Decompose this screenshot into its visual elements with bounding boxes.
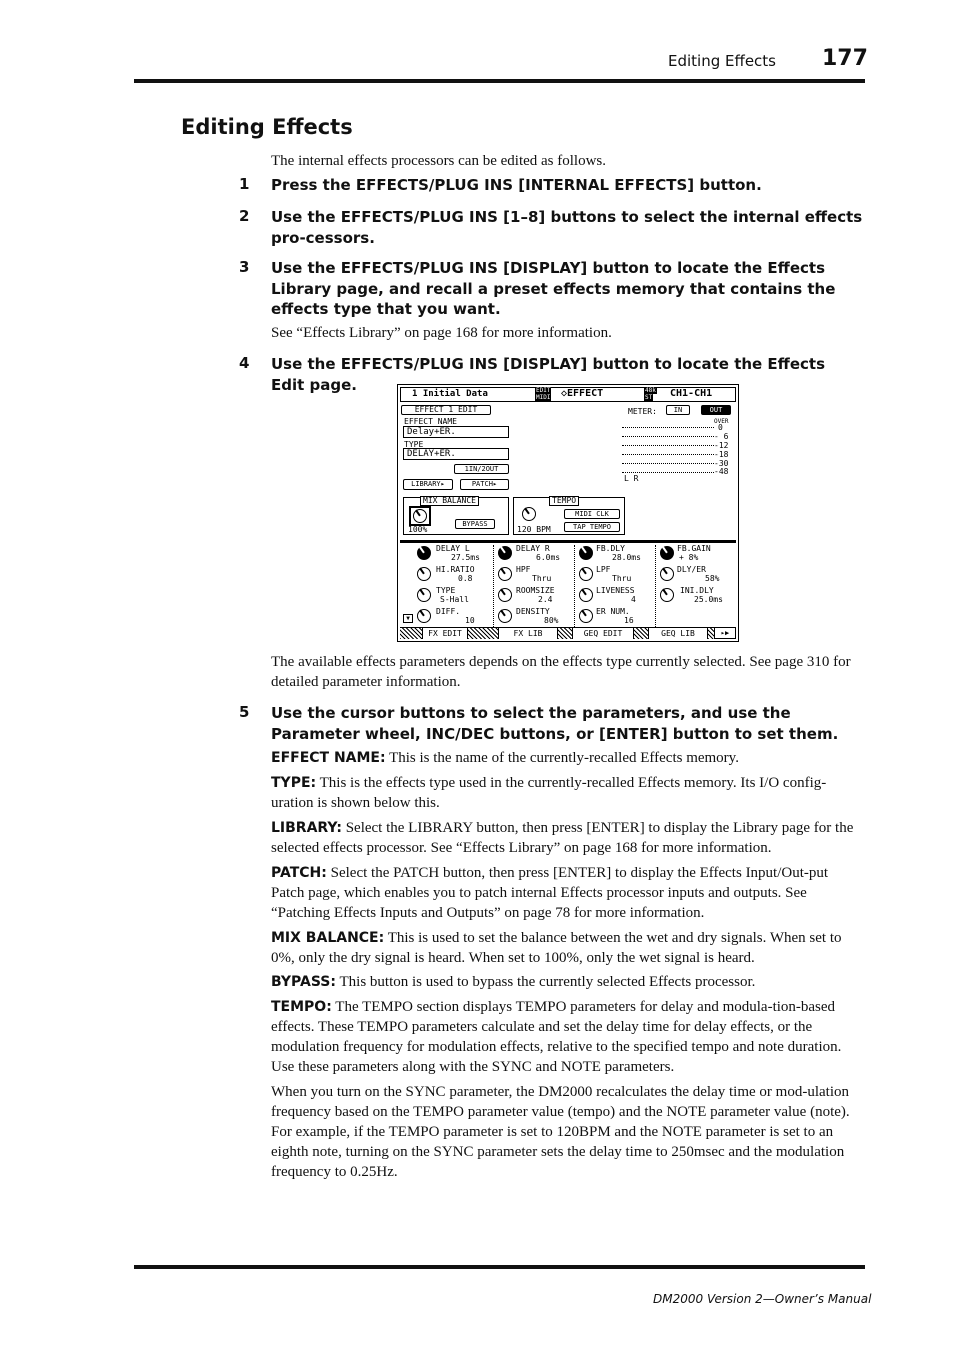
scroll-down-icon[interactable]: ▼	[403, 614, 413, 623]
lcd-tab-spacer	[634, 627, 648, 639]
sync-paragraph: When you turn on the SYNC parameter, the DM2000 recalculates the delay time or mod-ulation frequency based on the TEMPO parameter value (tempo) and the NOTE parameter value (note). For example, if the TEMPO parameter is set to 120BPM and the NOTE parameter is set to an eighth note, turning on the SYNC parameter sets the delay time to 250msec and the modulation frequency to 0.25Hz.	[271, 1084, 850, 1180]
lcd-column-divider	[655, 545, 656, 627]
definition-text: This is used to set the balance between the wet and dry signals. When set to 0%, only the dry signal is heard. When set to 100%, only the wet signal is heard.	[271, 930, 842, 966]
lcd-param-name: FB.DLY	[596, 544, 625, 553]
step-5-text: Use the cursor buttons to select the parameters, and use the Parameter wheel, INC/DEC buttons, or [ENTER] button to set them.	[271, 704, 839, 743]
knob-icon[interactable]	[660, 588, 674, 602]
lcd-param-value: Thru	[612, 574, 632, 583]
definition-text: Select the LIBRARY button, then press [ENTER] to display the Library page for the selected effects processor. See “Effects Library” on page 168 for more information.	[271, 820, 854, 856]
lcd-param-name: DLY/ER	[677, 565, 706, 574]
definition-effect-name	[271, 748, 863, 768]
footer-text: DM2000 Version 2—Owner’s Manual	[653, 1292, 872, 1306]
lcd-param-value: 80%	[544, 616, 559, 625]
lcd-meter-in-button[interactable]: IN	[666, 405, 690, 415]
lcd-mix-balance-label: MIX BALANCE	[420, 496, 479, 506]
lcd-mix-value: 100%	[408, 525, 428, 534]
lcd-patch-button[interactable]	[460, 479, 509, 490]
lcd-meter-lr: L R	[624, 474, 639, 483]
definition-text: This is the name of the currently-recalled Effects memory.	[389, 750, 739, 766]
lcd-tempo-value: 120 BPM	[517, 525, 551, 534]
section-title: Editing Effects	[181, 115, 353, 139]
definition-term: MIX BALANCE:	[271, 930, 385, 946]
lcd-mode-bottom: MIDI	[536, 394, 551, 401]
knob-icon[interactable]	[417, 567, 431, 581]
definition-term: EFFECT NAME:	[271, 750, 386, 766]
lcd-meter-30: -30	[714, 459, 729, 468]
knob-icon[interactable]	[498, 588, 512, 602]
lcd-meter-out-button[interactable]: OUT	[701, 405, 731, 415]
after-screen-paragraph: The available effects parameters depends on the effects type currently selected. See page 310 for detailed parameter information.	[271, 654, 851, 690]
lcd-library-button[interactable]	[403, 479, 453, 490]
running-header-section: Editing Effects	[668, 52, 776, 70]
lcd-meter-line	[622, 427, 714, 428]
lcd-param-value: S-Hall	[440, 595, 469, 604]
lcd-param-value: 10	[465, 616, 475, 625]
lcd-param-value: 2.4	[538, 595, 553, 604]
lcd-meter-line	[622, 436, 714, 437]
page-number: 177	[822, 46, 868, 71]
definition-text: The TEMPO section displays TEMPO parameters for delay and modula-tion-based effects. These TEMPO parameters calculate and set the delay time for delay effects, or the modulation frequency for modulation effects, relative to the specified tempo and note duration. Use these parameters along with the SYNC and NOTE parameters.	[271, 999, 842, 1075]
lcd-column-divider	[574, 545, 575, 627]
lcd-type-label: TYPE	[404, 440, 424, 449]
footer-rule	[134, 1265, 865, 1269]
lcd-meter-line	[622, 463, 714, 464]
definition-term: BYPASS:	[271, 974, 336, 990]
knob-icon[interactable]	[579, 546, 593, 560]
step-2-number: 2	[239, 207, 250, 225]
arrow-right-icon: ▸	[440, 480, 445, 488]
definition-term: TEMPO:	[271, 999, 332, 1015]
lcd-meter-12: -12	[714, 441, 729, 450]
definition-text: This button is used to bypass the currently selected Effects processor.	[339, 974, 756, 990]
arrow-right-icon: ▸	[492, 480, 498, 488]
step-3-number: 3	[239, 258, 250, 276]
next-tab-icon[interactable]: ▸▶	[714, 627, 736, 639]
lcd-mode-top: EDIT	[536, 387, 551, 394]
step-3-note: See “Effects Library” on page 168 for more information.	[271, 325, 612, 341]
knob-icon[interactable]	[660, 567, 674, 581]
knob-icon[interactable]	[498, 546, 512, 560]
lcd-tab-spacer	[400, 627, 422, 639]
lcd-param-value: 0.8	[458, 574, 473, 583]
lcd-param-value: 6.0ms	[536, 553, 561, 562]
lcd-param-value: 16	[624, 616, 634, 625]
definition-mix-balance	[271, 928, 863, 968]
lcd-tempo-label: TEMPO	[549, 496, 579, 506]
lcd-tab-spacer	[468, 627, 498, 639]
definition-patch	[271, 863, 863, 923]
knob-icon[interactable]	[579, 609, 593, 623]
lcd-param-name: ROOMSIZE	[516, 586, 555, 595]
lcd-param-name: DELAY L	[436, 544, 470, 553]
lcd-param-name: TYPE	[436, 586, 456, 595]
definition-term: TYPE:	[271, 775, 317, 791]
tab-fx-lib[interactable]: FX LIB	[498, 627, 558, 639]
lcd-bypass-button[interactable]: BYPASS	[455, 519, 495, 529]
knob-icon[interactable]	[498, 567, 512, 581]
lcd-screen-name: ◇EFFECT	[561, 388, 604, 399]
lcd-param-value: 28.0ms	[612, 553, 641, 562]
lcd-tap-tempo-button[interactable]: TAP TEMPO	[564, 522, 620, 532]
lcd-column-divider	[493, 545, 494, 627]
lcd-meter-line	[622, 445, 714, 446]
lcd-meter-0: 0	[718, 423, 723, 432]
knob-icon[interactable]	[417, 609, 431, 623]
tab-geq-lib[interactable]: GEQ LIB	[648, 627, 708, 639]
lcd-meter-18: -18	[714, 450, 729, 459]
step-1-number: 1	[239, 175, 250, 193]
knob-icon[interactable]	[498, 609, 512, 623]
lcd-io-config: 1IN/2OUT	[454, 464, 509, 474]
lcd-library-label: LIBRARY	[411, 480, 441, 488]
knob-icon[interactable]	[522, 507, 536, 521]
lcd-meter-over: OVER	[714, 418, 729, 425]
lcd-param-name: HPF	[516, 565, 531, 574]
knob-icon	[413, 509, 427, 523]
lcd-param-value: Thru	[532, 574, 552, 583]
lcd-midi-clk-button[interactable]: MIDI CLK	[564, 509, 620, 519]
lcd-param-name: HI.RATIO	[436, 565, 475, 574]
lcd-param-name: DELAY R	[516, 544, 550, 553]
lcd-meter-48: -48	[714, 467, 729, 476]
lcd-effect-edit-label: EFFECT 1 EDIT	[401, 405, 491, 415]
knob-icon[interactable]	[579, 567, 593, 581]
definition-tempo	[271, 997, 863, 1077]
intro-paragraph: The internal effects processors can be edited as follows.	[271, 153, 607, 169]
definition-type	[271, 773, 863, 813]
lcd-param-name: ER NUM.	[596, 607, 630, 616]
knob-icon[interactable]	[660, 546, 674, 560]
lcd-divider	[400, 540, 736, 543]
definition-library	[271, 818, 863, 858]
step-4-text: Use the EFFECTS/PLUG INS [DISPLAY] button to locate the Effects Edit page.	[271, 355, 825, 394]
lcd-effect-name-value: Delay+ER.	[407, 427, 456, 437]
lcd-patch-label: PATCH	[471, 480, 493, 488]
lcd-param-value: 25.0ms	[694, 595, 723, 604]
lcd-channel: CH1-CH1	[670, 388, 713, 399]
lcd-param-value: 58%	[705, 574, 720, 583]
lcd-type-value: DELAY+ER.	[407, 449, 456, 459]
lcd-scene: 1 Initial Data	[412, 389, 488, 399]
lcd-param-name: FB.GAIN	[677, 544, 711, 553]
definition-term: PATCH:	[271, 865, 327, 881]
lcd-effect-name-label: EFFECT NAME	[404, 417, 457, 426]
tab-fx-edit[interactable]: FX EDIT	[422, 627, 468, 639]
lcd-param-value: + 8%	[679, 553, 699, 562]
lcd-param-name: LIVENESS	[596, 586, 635, 595]
lcd-param-name: DENSITY	[516, 607, 550, 616]
step-2-text: Use the EFFECTS/PLUG INS [1–8] buttons to select the internal effects pro-cessors.	[271, 208, 863, 247]
lcd-meter-line	[622, 454, 714, 455]
knob-icon[interactable]	[417, 588, 431, 602]
lcd-param-value: 27.5ms	[451, 553, 480, 562]
definition-text: This is the effects type used in the currently-recalled Effects memory. Its I/O config-uration is shown below this.	[271, 775, 827, 811]
definition-bypass	[271, 972, 863, 992]
definition-text: Select the PATCH button, then press [ENTER] to display the Effects Input/Out-put Patch page, which enables you to patch internal Effects processor inputs and outputs. See “Patching Effects Inputs and Outputs” on page 78 for more information.	[271, 865, 829, 921]
lcd-meter-label: METER:	[628, 407, 657, 416]
definition-term: LIBRARY:	[271, 820, 342, 836]
lcd-param-value: 4	[631, 595, 636, 604]
tab-geq-edit[interactable]: GEQ EDIT	[572, 627, 634, 639]
knob-icon[interactable]	[579, 588, 593, 602]
lcd-meter-6: - 6	[714, 432, 729, 441]
effect-edit-screen	[397, 384, 739, 642]
step-5-number: 5	[239, 703, 250, 721]
step-3-text: Use the EFFECTS/PLUG INS [DISPLAY] button to locate the Effects Library page, and recall a preset effects memory that contains the effects type that you want.	[271, 259, 836, 318]
step-4-number: 4	[239, 354, 250, 372]
step-1-text: Press the EFFECTS/PLUG INS [INTERNAL EFFECTS] button.	[271, 176, 762, 194]
lcd-tab-spacer	[558, 627, 572, 639]
lcd-param-name: LPF	[596, 565, 611, 574]
lcd-param-name: DIFF.	[436, 607, 461, 616]
lcd-meter-line	[622, 472, 714, 473]
header-rule	[134, 79, 865, 83]
lcd-param-name: INI.DLY	[680, 586, 714, 595]
lcd-rate-top: 48k	[645, 387, 656, 394]
lcd-rate-bottom: ST	[645, 394, 653, 401]
knob-icon[interactable]	[417, 546, 431, 560]
